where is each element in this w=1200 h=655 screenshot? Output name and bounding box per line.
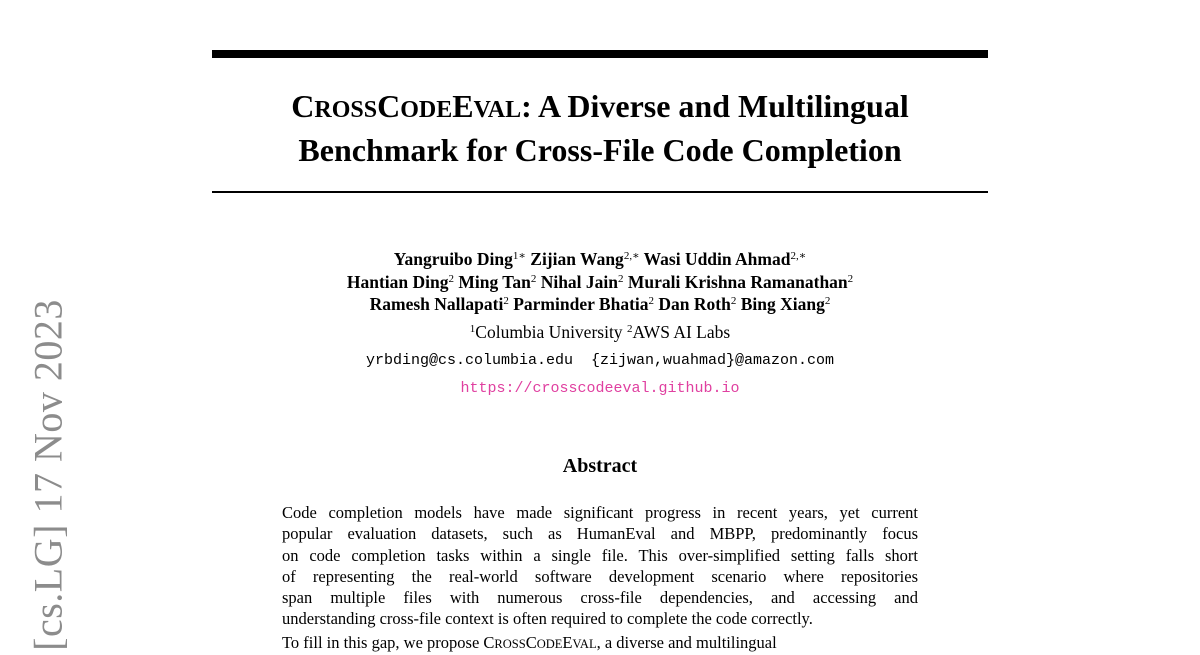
small-caps-capital: E	[452, 88, 474, 124]
author-affiliation-mark: 2	[530, 272, 537, 285]
author-line-1	[212, 248, 988, 271]
abstract-line: Code completion models have made significant progress in recent years, yet current	[282, 503, 918, 522]
author-line-2	[212, 271, 988, 294]
author-name: Ming Tan	[458, 271, 531, 292]
author-name: Nihal Jain	[540, 271, 619, 292]
author-name: Yangruibo Ding	[393, 249, 513, 269]
email-address: yrbding@cs.columbia.edu	[365, 352, 573, 369]
affiliation-mark: 1	[469, 323, 476, 335]
abstract-line: popular evaluation datasets, such as HumanEval and MBPP, predominantly focus	[282, 524, 918, 544]
author-name: Dan Roth	[658, 294, 731, 314]
author-name: Ramesh Nallapati	[369, 294, 504, 314]
small-caps-capital: C	[377, 88, 401, 124]
author-affiliation-mark: 2	[824, 295, 831, 307]
small-caps-lower: VAL	[572, 636, 597, 651]
abstract-heading: Abstract	[562, 455, 638, 477]
paper-title	[212, 86, 988, 170]
affiliation-name: AWS AI Labs	[632, 322, 731, 342]
author-name: Wasi Uddin Ahmad	[643, 249, 791, 269]
arxiv-identifier-stamp: [cs.LG] 17 Nov 2023	[25, 299, 71, 651]
benchmark-name	[291, 88, 521, 124]
para2-start: To fill in this gap, we propose	[282, 632, 484, 652]
author-list	[212, 248, 988, 316]
author-affiliation-mark: 2	[847, 272, 854, 285]
small-caps-lower: ROSS	[314, 97, 378, 123]
small-caps-lower: VAL	[473, 97, 522, 123]
small-caps-capital: C	[291, 88, 315, 124]
author-line-3	[212, 293, 988, 316]
small-caps-lower: ROSS	[494, 636, 526, 651]
title-bottom-rule	[212, 191, 988, 193]
author-affiliation-mark: 2	[730, 295, 737, 307]
author-emails	[212, 350, 988, 372]
small-caps-lower: ODE	[400, 97, 453, 123]
benchmark-name-inline	[483, 633, 596, 652]
author-affiliation-mark: 2,∗	[623, 250, 640, 262]
author-name: Bing Xiang	[740, 294, 825, 314]
title-line-2: Benchmark for Cross-File Code Completion	[298, 132, 902, 168]
affiliation-name: Columbia University	[475, 322, 623, 342]
abstract-paragraph-1	[282, 502, 918, 630]
author-affiliation-mark: 1∗	[512, 250, 526, 262]
abstract-line: on code completion tasks within a single file. This over-simplified setting falls short	[282, 545, 918, 565]
abstract-body	[282, 502, 918, 653]
title-line-1-rest: : A Diverse and Multilingual	[521, 88, 909, 124]
abstract-line: span multiple files with numerous cross-file dependencies, and accessing and	[282, 588, 918, 608]
affiliation-mark: 2	[626, 323, 633, 335]
author-affiliation-mark: 2	[648, 295, 655, 307]
para2-rest: , a diverse and multilingual	[596, 632, 777, 652]
abstract-line: of representing the real-world software development scenario where repositories	[282, 566, 918, 586]
author-affiliation-mark: 2	[618, 272, 624, 285]
author-name: Zijian Wang	[530, 249, 624, 269]
small-caps-capital: E	[562, 632, 573, 652]
author-name: Parminder Bhatia	[513, 294, 649, 314]
author-name: Hantian Ding	[346, 271, 449, 292]
small-caps-capital: C	[525, 632, 537, 652]
abstract-line: understanding cross-file context is often required to complete the code correctly.	[282, 609, 813, 629]
email-address: {zijwan,wuahmad}@amazon.com	[591, 352, 835, 369]
abstract-paragraph-2	[282, 632, 918, 653]
author-affiliation-mark: 2	[503, 295, 509, 307]
title-line-1	[212, 86, 988, 130]
abstract-paragraph-2-line	[282, 632, 918, 653]
title-top-rule	[212, 50, 988, 58]
project-url-link[interactable]: https://crosscodeeval.github.io	[460, 380, 740, 397]
small-caps-lower: ODE	[536, 636, 563, 651]
affiliations	[212, 320, 988, 344]
author-affiliation-mark: 2	[448, 272, 454, 285]
author-affiliation-mark: 2,∗	[790, 250, 807, 262]
author-name: Murali Krishna Ramanathan	[627, 271, 848, 292]
small-caps-capital: C	[483, 632, 495, 652]
